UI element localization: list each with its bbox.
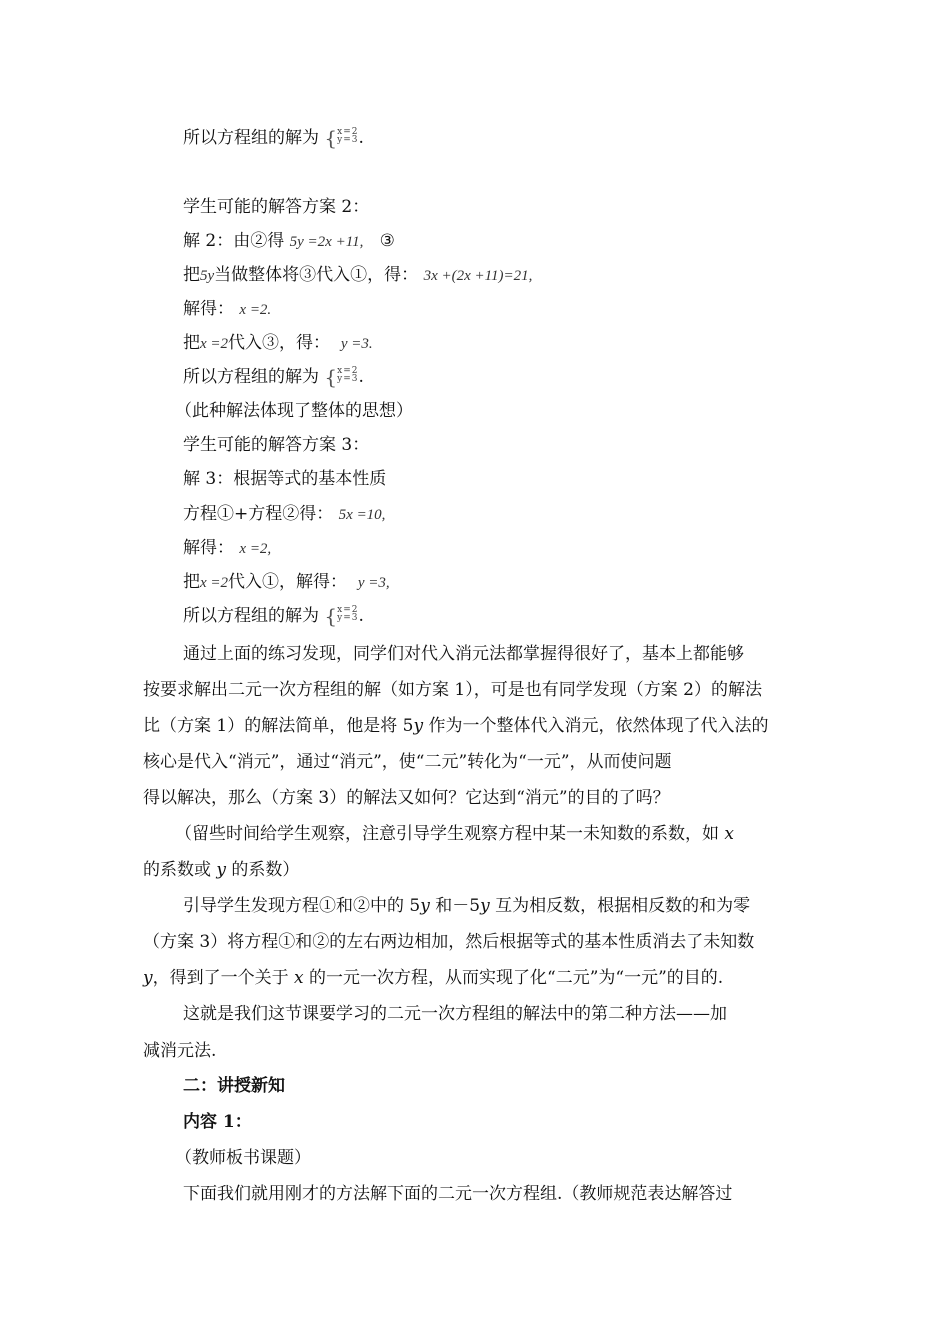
para1-line1: 通过上面的练习发现，同学们对代入消元法都掌握得很好了，基本上都能够 bbox=[183, 644, 744, 664]
plan2-line3: 解得： x =2. bbox=[183, 299, 272, 319]
para1-line3: 比（方案 1）的解法简单，他是将 5y 作为一个整体代入消元，依然体现了代入法的 bbox=[143, 716, 769, 736]
plan3-title: 学生可能的解答方案 3： bbox=[183, 435, 370, 455]
solution-line-plan3: 所以方程组的解为 {x=2 y=3. bbox=[183, 604, 364, 628]
equation-system: x=2 y=3 bbox=[337, 366, 359, 384]
para3-line2: （方案 3）将方程①和②的左右两边相加，然后根据等式的基本性质消去了未知数 bbox=[143, 932, 755, 952]
equation: 3x +(2x +11)=21, bbox=[423, 268, 533, 284]
para1-line4: 核心是代入“消元”，通过“消元”，使“二元”转化为“一元”，从而使问题 bbox=[143, 752, 672, 772]
para2-line2: 的系数或 y 的系数） bbox=[143, 860, 300, 880]
equation-system: x=2 y=3 bbox=[337, 127, 359, 145]
plan3-line2: 方程①+方程②得： 5x =10, bbox=[183, 504, 386, 524]
solution-line-plan2: 所以方程组的解为 {x=2 y=3. bbox=[183, 365, 364, 389]
brace-symbol: { bbox=[324, 126, 338, 150]
plan3-line4: 把x =2代入①，解得： y =3, bbox=[183, 572, 390, 592]
para3-line1: 引导学生发现方程①和②中的 5y 和－5y 互为相反数，根据相反数的和为零 bbox=[183, 896, 751, 916]
plan2-line1: 解 2：由②得 5y =2x +11, ③ bbox=[183, 231, 395, 251]
section-text: 下面我们就用刚才的方法解下面的二元一次方程组.（教师规范表达解答过 bbox=[183, 1184, 733, 1204]
section-note: （教师板书课题） bbox=[175, 1148, 311, 1168]
para1-line5: 得以解决，那么（方案 3）的解法又如何？它达到“消元”的目的了吗？ bbox=[143, 788, 670, 808]
plan3-line1: 解 3：根据等式的基本性质 bbox=[183, 469, 387, 489]
para1-line2: 按要求解出二元一次方程组的解（如方案 1），可是也有同学发现（方案 2）的解法 bbox=[143, 680, 762, 700]
equation: 5y =2x +11, bbox=[289, 234, 364, 250]
plan2-note: （此种解法体现了整体的思想） bbox=[175, 401, 413, 421]
solution-line-plan1: 所以方程组的解为 {x=2 y=3. bbox=[183, 126, 364, 150]
equation-system: x=2 y=3 bbox=[337, 605, 359, 623]
plan2-title: 学生可能的解答方案 2： bbox=[183, 197, 370, 217]
brace-symbol: { bbox=[324, 604, 338, 628]
plan2-line4: 把x =2代入③，得： y =3. bbox=[183, 333, 373, 353]
brace-symbol: { bbox=[324, 365, 338, 389]
plan2-line2: 把5y当做整体将③代入①，得： 3x +(2x +11)=21, bbox=[183, 265, 533, 285]
para3-line3: y，得到了一个关于 x 的一元一次方程，从而实现了化“二元”为“一元”的目的. bbox=[143, 968, 724, 988]
solution-lead: 所以方程组的解为 bbox=[183, 128, 319, 148]
section-heading: 二：讲授新知 bbox=[183, 1076, 285, 1096]
para2-line1: （留些时间给学生观察，注意引导学生观察方程中某一未知数的系数，如 x bbox=[175, 824, 734, 844]
para4-line1: 这就是我们这节课要学习的二元一次方程组的解法中的第二种方法——加 bbox=[183, 1004, 727, 1024]
para4-line2: 减消元法. bbox=[143, 1041, 217, 1061]
content-heading: 内容 1： bbox=[183, 1112, 252, 1132]
plan3-line3: 解得： x =2, bbox=[183, 538, 272, 558]
